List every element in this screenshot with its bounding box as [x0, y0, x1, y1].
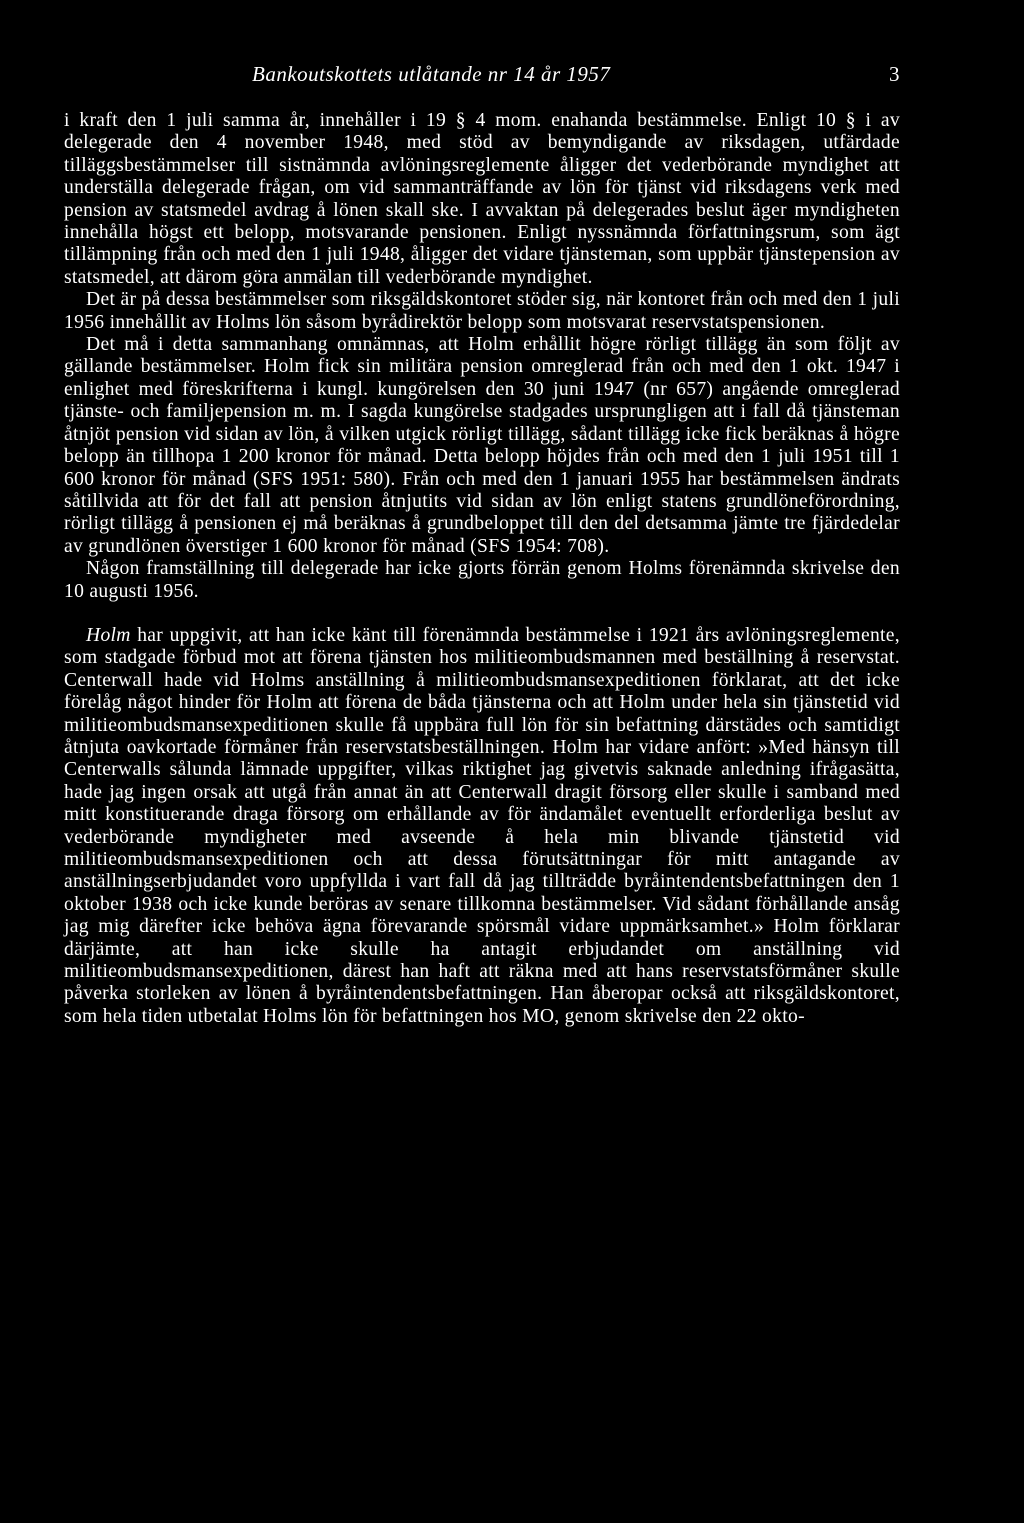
running-title: Bankoutskottets utlåtande nr 14 år 1957	[252, 62, 611, 86]
body-text	[64, 110, 900, 1028]
paragraph-continuation: i kraft den 1 juli samma år, innehåller i 19 § 4 mom. enahanda bestämmelse. Enligt 10 § i av delegerade den 4 november 1948, med stöd av bemyndigande av riksdagen, utfärdade tilläggsbestämmelser till sistnämnda avlöningsreglemente åligger det vederbörande myndighet att underställa delegerade frågan, om vid sammanträffande av lön för tjänst vid riksdagens verk med pension av statsmedel avdrag å lönen skall ske. I avvaktan på delegerades beslut äger myndigheten innehålla högst ett belopp, motsvarande pensionen. Enligt nyssnämnda författningsrum, som ägt tillämpning från och med den 1 juli 1948, åligger det vidare tjänsteman, som uppbär tjänstepension av statsmedel, att därom göra anmälan till vederbörande myndighet.	[64, 110, 900, 288]
paragraph-framstallning: Någon framställning till delegerade har icke gjorts förrän genom Holms förenämnda skrivelse den 10 augusti 1956.	[64, 558, 900, 602]
paragraph-holm-statement	[64, 625, 900, 1028]
page-number: 3	[889, 62, 900, 86]
document-page	[64, 62, 900, 1028]
paragraph-holm-text: har uppgivit, att han icke känt till förenämnda bestämmelse i 1921 års avlöningsreglemente, som stadgade förbud mot att förena tjänsten hos militieombudsmannen med beställning å reservstat. Centerwall hade vid Holms anställning å militieombudsmansexpeditionen förklarat, att det icke förelåg något hinder för Holm att förena de båda tjänsterna och att Holm under hela sin tjänstetid vid militieombudsmansexpeditionen skulle få uppbära full lön för sin befattning därstädes och samtidigt åtnjuta oavkortade förmåner från reservstatsbeställningen. Holm har vidare anfört: »Med hänsyn till Centerwalls sålunda lämnade uppgifter, vilkas riktighet jag givetvis saknade anledning ifrågasätta, hade jag ingen orsak att utgå från annat än att Centerwall dragit försorg eller skulle i samband med mitt konstituerande draga försorg om erhållande av för ändamålet eventuellt erforderliga beslut av vederbörande myndigheter med avseende å hela min blivande tjänstetid vid militieombudsmansexpeditionen och att dessa förutsättningar för mitt antagande av anställningserbjudandet voro uppfyllda i vart fall då jag tillträdde byråintendentsbefattningen den 1 oktober 1938 och icke kunde beröras av senare tillkomna bestämmelser. Vid sådant förhållande ansåg jag mig därefter icke behöva ägna förevarande spörsmål vidare uppmärksamhet.» Holm förklarar därjämte, att han icke skulle ha antagit erbjudandet om anställning vid militieombudsmansexpeditionen, därest han haft att räkna med att hans reservstatsförmåner skulle påverka storleken av lönen å byråintendentsbefattningen. Han åberopar också att riksgäldskontoret, som hela tiden utbetalat Holms lön för befattningen hos MO, genom skrivelse den 22 okto-	[64, 624, 900, 1027]
paragraph-lead-name: Holm	[86, 624, 131, 646]
paragraph-rorligt-tillagg: Det må i detta sammanhang omnämnas, att Holm erhållit högre rörligt tillägg än som följt av gällande bestämmelser. Holm fick sin militära pension omreglerad från och med den 1 okt. 1947 i enlighet med föreskrifterna i kungl. kungörelsen den 30 juni 1947 (nr 657) angående omreglerad tjänste- och familjepension m. m. I sagda kungörelse stadgades ursprungligen att i fall då tjänsteman åtnjöt pension vid sidan av lön, å vilken utgick rörligt tillägg, sådant tillägg icke fick beräknas å högre belopp än tillhopa 1 200 kronor för månad. Detta belopp höjdes från och med den 1 juli 1951 till 1 600 kronor för månad (SFS 1951: 580). Från och med den 1 januari 1955 har bestämmelsen ändrats såtillvida att för det fall att pension åtnjutits vid sidan av lön enligt statens grundlöneförordning, rörligt tillägg å pensionen ej må beräknas å grundbeloppet till den del detsamma jämte tre fjärdedelar av grundlönen överstiger 1 600 kronor för månad (SFS 1954: 708).	[64, 334, 900, 557]
page-header	[64, 62, 900, 102]
paragraph-riksgaldskontoret: Det är på dessa bestämmelser som riksgäldskontoret stöder sig, när kontoret från och med den 1 juli 1956 innehållit av Holms lön såsom byrådirektör belopp som motsvarat reservstatspensionen.	[64, 289, 900, 333]
